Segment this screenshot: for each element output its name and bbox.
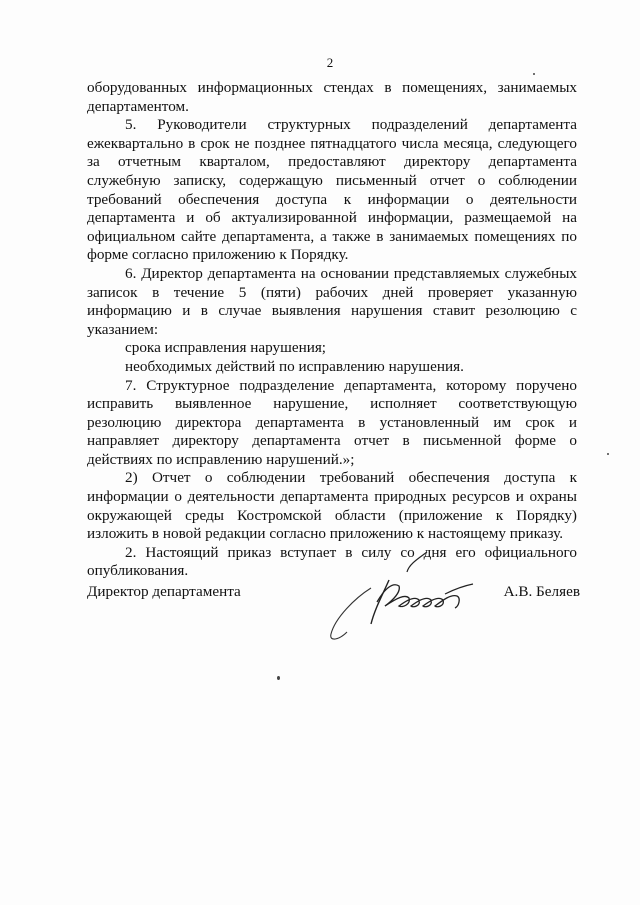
- signature-block: [87, 583, 580, 643]
- handwritten-signature: [327, 550, 497, 645]
- document-body: [87, 79, 577, 581]
- scan-speck: [277, 676, 280, 680]
- page-number: 2: [326, 55, 334, 70]
- paragraph-item-7: 7. Структурное подразделение департамента, которому поручено исправить выявленное нарушение, исполняет соответствующую резолюцию директора департамента в установленный им срок и направляет директору департамента отчет в письменной форме о действиях по исправлению нарушений.»;: [87, 376, 577, 468]
- paragraph-intro-continuation: оборудованных информационных стендах в помещениях, занимаемых департаментом.: [87, 79, 577, 115]
- paragraph-clause-2: 2. Настоящий приказ вступает в силу со дня его официального опубликования.: [87, 543, 577, 580]
- scan-speck: [533, 73, 535, 75]
- signatory-title: Директор департамента: [87, 583, 241, 600]
- list-item: срока исправления нарушения;: [125, 339, 327, 357]
- list-item: необходимых действий по исправлению нарушения.: [125, 357, 464, 375]
- paragraph-item-6: 6. Директор департамента на основании представляемых служебных записок в течение 5 (пяти) рабочих дней проверяет указанную информацию и в случае выявления нарушения ставит резолюцию с указанием:: [87, 264, 577, 338]
- paragraph-item-5: 5. Руководители структурных подразделений департамента ежеквартально в срок не позднее пятнадцатого числа месяца, следующего за отчетным кварталом, предоставляют директору департамента служебную записку, содержащую письменный отчет о соблюдении требований обеспечения доступа к информации о деятельности департамента и об актуализированной информации, размещаемой на официальном сайте департамента, а также в занимаемых помещениях по форме согласно приложению к Порядку.: [87, 116, 577, 264]
- paragraph-subitem-2: 2) Отчет о соблюдении требований обеспечения доступа к информации о деятельности департамента природных ресурсов и охраны окружающей среды Костромской области (приложение к Порядку) изложить в новой редакции согласно приложению к настоящему приказу.: [87, 469, 577, 543]
- signatory-name: А.В. Беляев: [503, 583, 580, 600]
- scan-speck: [607, 453, 609, 455]
